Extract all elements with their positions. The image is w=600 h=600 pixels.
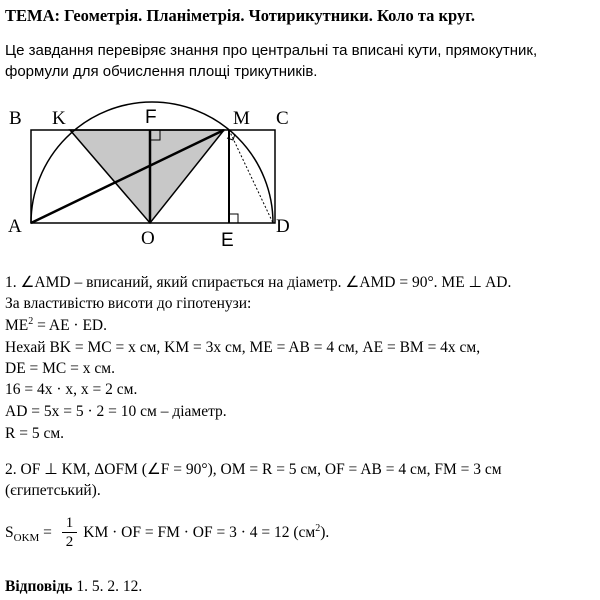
area-rest: KM · OF = FM · OF = 3 · 4 = 12 (см — [83, 524, 316, 542]
solution-step1-line6: 16 = 4x · x, x = 2 см. — [5, 381, 138, 398]
area-formula — [5, 515, 329, 552]
solution-step1-line3 — [5, 317, 107, 335]
label-c: C — [276, 108, 289, 129]
area-close: ). — [320, 524, 330, 542]
fraction-one-half — [62, 515, 78, 552]
area-equals: = — [39, 524, 56, 542]
area-unit-exponent: 2 — [315, 523, 321, 535]
solution-step1-line2: За властивістю висоти до гіпотенузи: — [5, 295, 252, 312]
solution-step1-line5: DE = MC = x см. — [5, 360, 115, 377]
label-b: B — [9, 108, 22, 129]
me-base: ME — [5, 317, 29, 334]
label-f: F — [145, 107, 157, 128]
solution-step1-line7: AD = 5x = 5 · 2 = 10 см – діаметр. — [5, 403, 227, 420]
right-angle-e — [229, 214, 238, 223]
me-rest: = AE · ED. — [33, 317, 107, 334]
answer-label: Відповідь — [5, 578, 73, 595]
solution-step1-line8: R = 5 см. — [5, 425, 65, 442]
fraction-numerator: 1 — [62, 515, 78, 533]
page-title: ТЕМА: Геометрія. Планіметрія. Чотирикутники. Коло та круг. — [5, 6, 475, 25]
solution-step1-line1: 1. ∠AMD – вписаний, який спирається на діаметр. ∠AMD = 90°. ME ⊥ AD. — [5, 274, 512, 291]
shaded-triangle-kom — [70, 130, 224, 223]
area-subscript: OKM — [13, 532, 40, 545]
intro-text: Це завдання перевіряє знання про центральні та вписані кути, прямокутник, формули для обчислення площі трикутників. — [5, 42, 538, 80]
area-symbol: S — [5, 524, 14, 542]
label-e: E — [221, 230, 234, 250]
fraction-denominator: 2 — [65, 534, 74, 550]
geometry-figure — [0, 100, 600, 250]
label-d: D — [276, 216, 290, 237]
solution-step2-line1: 2. OF ⊥ KM, ΔOFM (∠F = 90°), OM = R = 5 см, OF = AB = 4 см, FM = 3 см — [5, 461, 502, 478]
label-a: A — [8, 216, 22, 237]
segment-md — [229, 130, 273, 223]
solution-step1-line4: Нехай BK = MC = x см, KM = 3x см, ME = AB = 4 см, AE = BM = 4x см, — [5, 339, 481, 356]
label-o: O — [141, 228, 155, 249]
answer-values: 1. 5. 2. 12. — [72, 578, 143, 595]
me-exponent: 2 — [28, 316, 34, 327]
answer-line — [5, 578, 142, 596]
solution-step2-line2: (єгипетський). — [5, 482, 101, 499]
label-k: K — [52, 108, 66, 129]
label-m: M — [233, 108, 250, 129]
